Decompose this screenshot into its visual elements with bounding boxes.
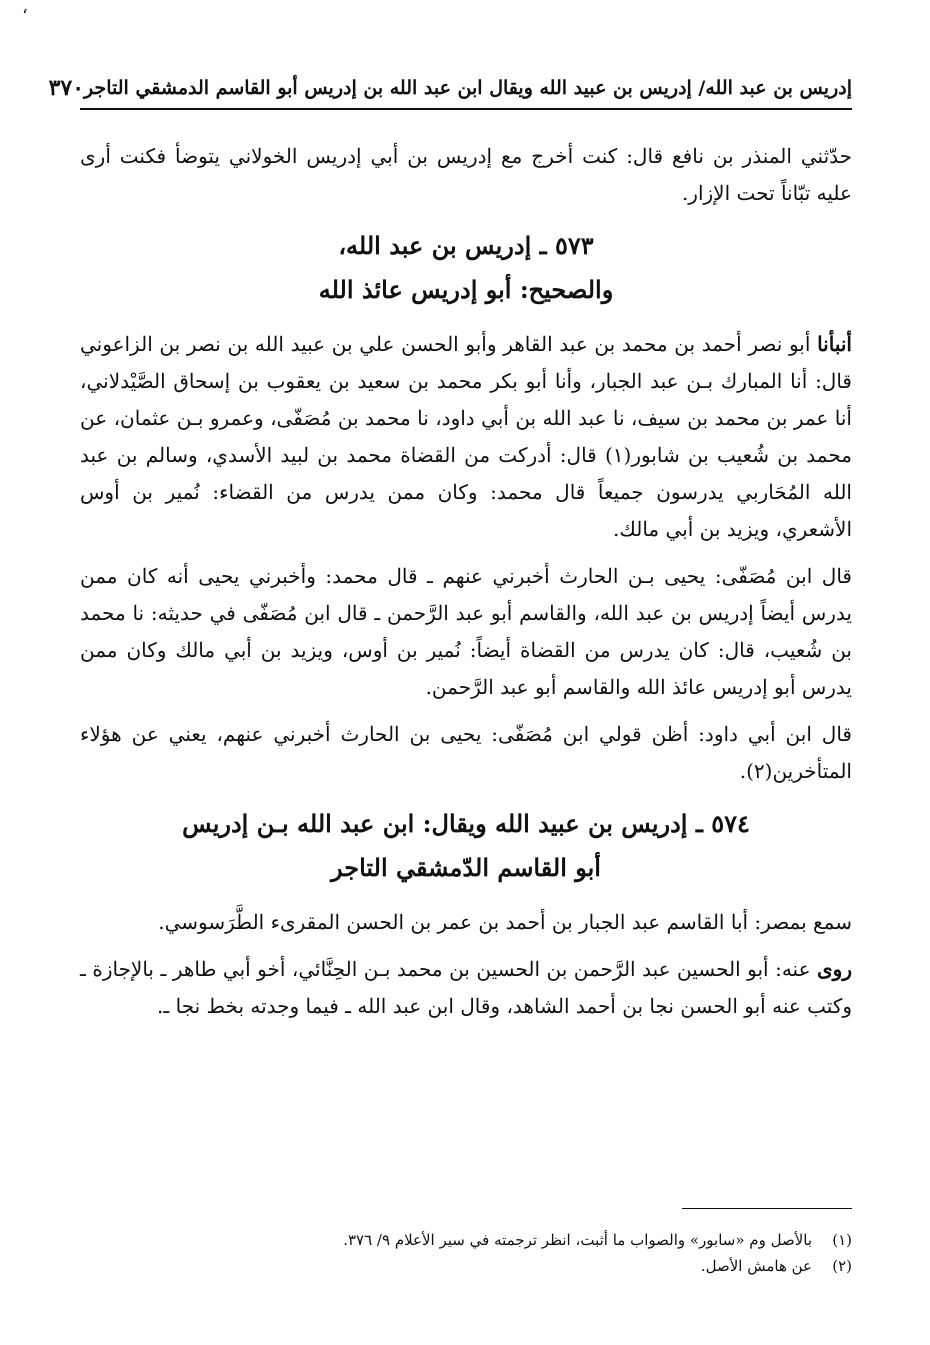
paragraph-4: قال ابن أبي داود: أظن قولي ابن مُصَفّى: يحيى بن الحارث أخبرني عنهم، يعني عن هؤلاء المتأخرين(٢).	[80, 722, 852, 783]
paragraph-1: حدّثني المنذر بن نافع قال: كنت أخرج مع إدريس بن أبي إدريس الخولاني يتوضأ فكنت أرى عليه تبّاناً تحت الإزار.	[80, 144, 852, 205]
footnote-1	[80, 1227, 852, 1253]
corner-mark: ʻ	[22, 6, 28, 27]
page-number: ٣٧٠	[48, 75, 85, 101]
paragraph-5: سمع بمصر: أبا القاسم عبد الجبار بن أحمد بن عمر بن الحسن المقرىء الطَّرَسوسي.	[158, 910, 852, 934]
running-title: إدريس بن عبد الله/ إدريس بن عبيد الله ويقال ابن عبد الله بن إدريس أبو القاسم الدمشقي التاجر	[84, 77, 852, 99]
paragraph-2	[80, 326, 852, 548]
footnote-2	[80, 1253, 852, 1279]
entry-heading-573-line-1: ٥٧٣ ـ إدريس بن عبد الله،	[338, 231, 594, 260]
footnote-1-number: (١)	[832, 1231, 852, 1249]
paragraph-6	[80, 951, 852, 1025]
page-body	[80, 138, 852, 1035]
entry-heading-573	[80, 224, 852, 312]
paragraph-3: قال ابن مُصَفّى: يحيى بـن الحارث أخبرني عنهم ـ قال محمد: وأخبرني يحيى أنه كان ممن يدرس أيضاً إدريس بن عبد الله، والقاسم أبو عبد الرَّحمن ـ قال ابن مُصَفّى في حديثه: نا محمد بن شُعيب، قال: كان يدرس من القضاة أيضاً: نُمير بن أوس، ويزيد بن أبي مالك وكان ممن يدرس أبو إدريس عائذ الله والقاسم أبو عبد الرَّحمن.	[80, 564, 852, 699]
footnote-1-text: بالأصل وم «سابور» والصواب ما أثبت، انظر ترجمته في سير الأعلام ٩/ ٣٧٦.	[343, 1231, 812, 1249]
footnote-2-number: (٢)	[832, 1257, 852, 1275]
page-header	[48, 68, 852, 110]
entry-heading-574-line-1: ٥٧٤ ـ إدريس بن عبيد الله ويقال: ابن عبد الله بـن إدريس	[182, 809, 750, 838]
paragraph-6-lead: روى	[817, 957, 852, 981]
entry-heading-574	[80, 802, 852, 890]
footnote-rule	[682, 1208, 852, 1209]
entry-heading-574-line-2: أبو القاسم الدّمشقي التاجر	[331, 853, 601, 882]
entry-heading-573-line-2: والصحيح: أبو إدريس عائذ الله	[318, 275, 614, 304]
paragraph-6-text: عنه: أبو الحسين عبد الرَّحمن بن الحسين بن محمد بـن الحِنَّائي، أخو أبي طاهر ـ بالإجازة ـ وكتب عنه أبو الحسن نجا بن أحمد الشاهد، وقال ابن عبد الله ـ فيما وجدته بخط نجا ـ.	[80, 957, 852, 1018]
footnote-2-text: عن هامش الأصل.	[700, 1257, 812, 1275]
paragraph-2-lead: أنبأنا	[817, 332, 852, 356]
paragraph-2-text: أبو نصر أحمد بن محمد بن عبد القاهر وأبو الحسن علي بن عبيد الله بن نصر بن الزاعوني قال: أنا المبارك بـن عبد الجبار، وأنا أبو بكر محمد بن سعيد بن يعقوب بن إسحاق الصَّيْدلاني، أنا عمر بن محمد بن سيف، نا عبد الله بن أبي داود، نا محمد بن مُصَفّى، وعمرو بـن عثمان، عن محمد بن شُعيب بن شابور(١) قال: أدركت من القضاة محمد بن لبيد الأسدي، وسالم بن عبد الله المُحَاربي يدرسون جميعاً قال محمد: وكان ممن يدرس من القضاء: نُمير بن أوس الأشعري، ويزيد بن أبي مالك.	[80, 332, 852, 541]
footnotes	[80, 1208, 852, 1279]
